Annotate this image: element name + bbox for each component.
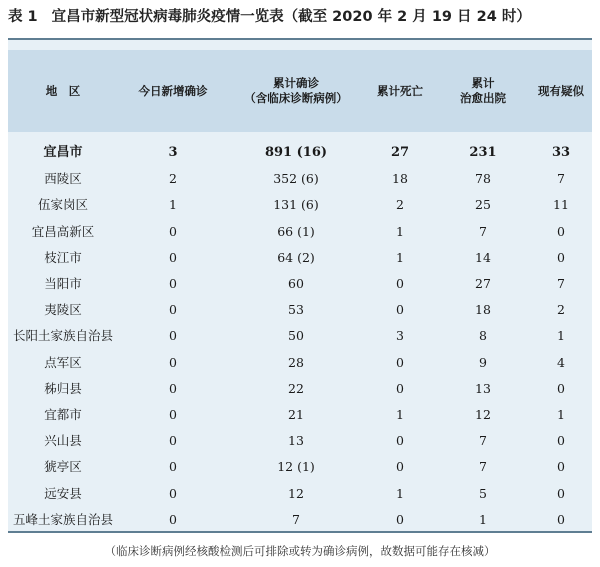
cell-total-recovered: 14	[475, 249, 491, 265]
cell-total-confirmed: 12 (1)	[277, 459, 315, 475]
cell-region: 枝江市	[44, 249, 82, 265]
cell-suspected: 7	[557, 276, 565, 291]
cell-region: 宜昌市	[43, 145, 83, 160]
data-table	[8, 38, 592, 533]
header-region-label: 地 区	[45, 83, 81, 98]
cell-region: 宜都市	[44, 407, 82, 422]
cell-region: 伍家岗区	[37, 197, 88, 213]
cell-total-confirmed: 64 (2)	[277, 249, 315, 265]
cell-suspected: 33	[551, 145, 571, 160]
cell-total-confirmed: 352 (6)	[273, 171, 319, 187]
table-row	[8, 245, 592, 271]
cell-suspected: 0	[557, 459, 565, 475]
header-total-confirmed-label: 累计确诊	[273, 76, 319, 90]
cell-total-confirmed: 22	[288, 380, 304, 396]
cell-total-recovered: 5	[479, 485, 487, 501]
cell-total-recovered: 231	[469, 145, 497, 160]
cell-new-confirmed: 0	[169, 354, 177, 370]
cell-total-confirmed: 53	[288, 302, 304, 318]
header-total-confirmed-sublabel: （含临床诊断病例）	[244, 91, 348, 105]
cell-total-confirmed: 66 (1)	[277, 223, 315, 239]
cell-total-deaths: 1	[396, 249, 404, 265]
cell-total-recovered: 78	[475, 171, 491, 187]
cell-total-confirmed: 13	[288, 433, 304, 449]
header-region	[8, 50, 118, 132]
cell-total-confirmed: 28	[288, 354, 304, 370]
cell-total-confirmed: 131 (6)	[273, 197, 319, 213]
cell-new-confirmed: 0	[169, 459, 177, 475]
cell-suspected: 0	[557, 511, 565, 527]
cell-region: 秭归县	[44, 380, 82, 396]
cell-total-deaths: 3	[396, 328, 404, 344]
cell-total-deaths: 27	[390, 145, 410, 160]
header-total-deaths-label: 累计死亡	[377, 83, 423, 98]
cell-region: 西陵区	[44, 171, 82, 187]
cell-new-confirmed: 0	[169, 249, 177, 265]
cell-total-deaths: 1	[396, 485, 404, 501]
cell-suspected: 0	[557, 223, 565, 239]
header-suspected-label: 现有疑似	[538, 83, 584, 98]
cell-suspected: 0	[557, 380, 565, 396]
table-title	[8, 4, 596, 30]
header-total-deaths	[364, 50, 436, 132]
cell-region: 宜昌高新区	[31, 223, 95, 239]
cell-new-confirmed: 1	[169, 197, 177, 213]
cell-total-confirmed: 21	[288, 407, 304, 422]
cell-new-confirmed: 0	[169, 511, 177, 527]
cell-total-recovered: 7	[479, 223, 487, 239]
cell-suspected: 4	[557, 354, 565, 370]
cell-total-deaths: 0	[396, 380, 404, 396]
cell-new-confirmed: 3	[168, 145, 178, 160]
cell-total-confirmed: 7	[292, 511, 300, 527]
cell-new-confirmed: 0	[169, 407, 177, 422]
cell-total-confirmed: 50	[288, 328, 304, 344]
header-total-recovered-label: 累计	[471, 76, 495, 90]
cell-region: 兴山县	[44, 433, 82, 449]
header-total-confirmed	[228, 50, 364, 132]
cell-total-recovered: 12	[475, 407, 491, 422]
table-row	[8, 297, 592, 323]
cell-total-deaths: 0	[396, 433, 404, 449]
table-row	[8, 507, 592, 533]
cell-region: 五峰土家族自治县	[12, 511, 113, 527]
cell-total-recovered: 7	[479, 459, 487, 475]
cell-total-confirmed: 60	[288, 276, 304, 291]
cell-total-deaths: 2	[396, 197, 404, 213]
cell-suspected: 0	[557, 433, 565, 449]
cell-total-deaths: 0	[396, 302, 404, 318]
table-row	[8, 140, 592, 166]
cell-total-recovered: 9	[479, 354, 487, 370]
table-row	[8, 454, 592, 480]
cell-suspected: 7	[557, 171, 565, 187]
cell-total-deaths: 0	[396, 354, 404, 370]
cell-suspected: 0	[557, 485, 565, 501]
header-suspected	[530, 50, 592, 132]
cell-total-recovered: 7	[479, 433, 487, 449]
header-new-confirmed-label: 今日新增确诊	[138, 83, 208, 98]
cell-region: 猇亭区	[44, 459, 82, 475]
table-row	[8, 323, 592, 349]
cell-new-confirmed: 0	[169, 223, 177, 239]
table-row	[8, 219, 592, 245]
cell-suspected: 11	[553, 197, 569, 213]
cell-suspected: 1	[557, 407, 565, 422]
cell-total-recovered: 18	[475, 302, 491, 318]
cell-total-recovered: 8	[479, 328, 487, 344]
table-row	[8, 428, 592, 454]
cell-new-confirmed: 0	[169, 380, 177, 396]
cell-total-deaths: 0	[396, 276, 404, 291]
table-row	[8, 271, 592, 297]
cell-new-confirmed: 0	[169, 485, 177, 501]
header-total-recovered-sublabel: 治愈出院	[460, 91, 506, 105]
cell-new-confirmed: 0	[169, 276, 177, 291]
cell-region: 长阳土家族自治县	[12, 328, 113, 344]
table-row	[8, 376, 592, 402]
table-row	[8, 192, 592, 218]
header-new-confirmed	[118, 50, 228, 132]
cell-new-confirmed: 0	[169, 328, 177, 344]
cell-total-deaths: 0	[396, 511, 404, 527]
cell-total-recovered: 13	[475, 380, 491, 396]
cell-region: 远安县	[44, 485, 82, 501]
cell-new-confirmed: 0	[169, 433, 177, 449]
cell-total-recovered: 25	[475, 197, 491, 213]
table-title-text: 宜昌市新型冠状病毒肺炎疫情一览表（截至 2020 年 2 月 19 日 24 时）	[51, 9, 531, 25]
table-row	[8, 166, 592, 192]
table-label: 表 1	[8, 9, 38, 25]
cell-suspected: 2	[557, 302, 565, 318]
table-row	[8, 402, 592, 428]
footnote: （临床诊断病例经核酸检测后可排除或转为确诊病例，故数据可能存在核减）	[104, 544, 496, 558]
cell-total-deaths: 18	[392, 171, 408, 187]
cell-new-confirmed: 2	[169, 171, 177, 187]
cell-new-confirmed: 0	[169, 302, 177, 318]
cell-suspected: 0	[557, 249, 565, 265]
table-row	[8, 481, 592, 507]
cell-region: 当阳市	[44, 276, 82, 291]
cell-suspected: 1	[557, 328, 565, 344]
cell-region: 夷陵区	[44, 302, 82, 318]
cell-region: 点军区	[44, 354, 82, 370]
table-row	[8, 350, 592, 376]
header-total-recovered	[436, 50, 530, 132]
cell-total-recovered: 27	[475, 276, 491, 291]
cell-total-deaths: 1	[396, 407, 404, 422]
cell-total-confirmed: 12	[288, 485, 304, 501]
cell-total-confirmed: 891 (16)	[264, 145, 328, 160]
cell-total-recovered: 1	[479, 511, 487, 527]
cell-total-deaths: 1	[396, 223, 404, 239]
table-header	[8, 50, 592, 132]
cell-total-deaths: 0	[396, 459, 404, 475]
